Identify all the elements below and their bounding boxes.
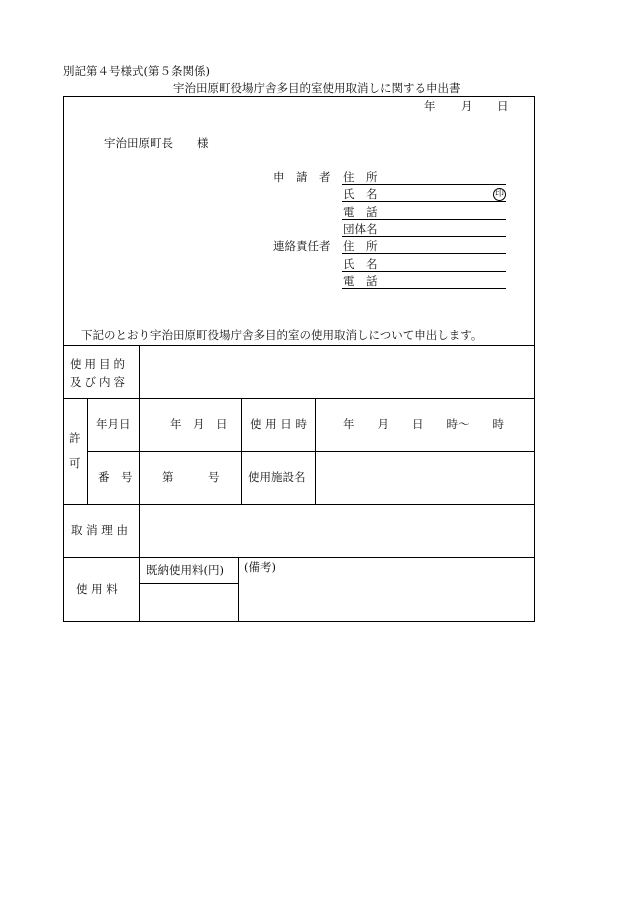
remarks-label: (備考) — [244, 560, 276, 574]
applicant-group-line[interactable] — [342, 236, 506, 237]
permit-number-value[interactable]: 第 号 — [162, 470, 220, 484]
use-datetime-value[interactable]: 年 月 日 時〜 時 — [343, 417, 504, 431]
purpose-input[interactable] — [144, 352, 532, 394]
applicant-name-label: 氏 名 — [343, 187, 378, 201]
mid-col-line — [241, 398, 242, 504]
contact-name-line[interactable] — [342, 271, 506, 272]
contact-label: 連絡責任者 — [273, 239, 331, 253]
row-line-2 — [87, 451, 535, 452]
contact-name-label: 氏 名 — [343, 257, 378, 271]
applicant-phone-line[interactable] — [342, 219, 506, 220]
permit-date-value[interactable]: 年 月 日 — [170, 417, 228, 431]
applicant-name-line[interactable] — [342, 201, 506, 202]
permit-date-label: 年月日 — [96, 417, 131, 431]
remarks-input[interactable] — [244, 578, 532, 618]
applicant-address-line[interactable] — [342, 184, 506, 185]
contact-address-line[interactable] — [342, 253, 506, 254]
permit-col-line — [87, 398, 88, 504]
form-title: 宇治田原町役場庁舎多目的室使用取消しに関する申出書 — [173, 81, 461, 95]
purpose-label-1: 使用目的 — [70, 357, 128, 371]
addressee-name: 宇治田原町長 — [104, 136, 173, 150]
facility-input[interactable] — [320, 458, 532, 500]
date-year: 年 — [424, 99, 436, 113]
paid-fee-label: 既納使用料(円) — [146, 563, 224, 577]
contact-address-label: 住 所 — [343, 239, 378, 253]
statement: 下記のとおり宇治田原町役場庁舎多目的室の使用取消しについて申出します。 — [81, 328, 483, 342]
date-day: 日 — [497, 99, 509, 113]
fee-label: 使 用 料 — [76, 582, 118, 596]
purpose-label-2: 及び内容 — [70, 375, 128, 389]
fee-split-line — [139, 583, 238, 584]
seal-mark: 印 — [494, 189, 504, 199]
applicant-group-label: 団体名 — [343, 222, 378, 236]
addressee-honorific: 様 — [197, 136, 209, 150]
value-col-line — [315, 398, 316, 504]
table-top-line — [63, 345, 535, 346]
row-line-4 — [63, 557, 535, 558]
applicant-phone-label: 電 話 — [343, 205, 378, 219]
applicant-label: 申 請 者 — [273, 170, 331, 184]
paid-fee-input[interactable] — [142, 588, 235, 618]
permit-label-2: 可 — [69, 456, 81, 470]
label-col-line — [139, 345, 140, 622]
row-line-1 — [63, 398, 535, 399]
permit-label-1: 許 — [69, 431, 81, 445]
date-month: 月 — [461, 99, 473, 113]
fee-col-line — [238, 557, 239, 622]
contact-phone-label: 電 話 — [343, 274, 378, 288]
cancel-reason-input[interactable] — [144, 510, 532, 552]
facility-label: 使用施設名 — [248, 470, 306, 484]
row-line-3 — [63, 504, 535, 505]
contact-phone-line[interactable] — [342, 288, 506, 289]
applicant-address-label: 住 所 — [343, 170, 378, 184]
cancel-reason-label: 取 消 理 由 — [71, 523, 128, 537]
use-datetime-label: 使 用 日 時 — [250, 417, 307, 431]
permit-number-label: 番 号 — [98, 470, 133, 484]
form-number: 別記第４号様式(第５条関係) — [63, 64, 210, 78]
